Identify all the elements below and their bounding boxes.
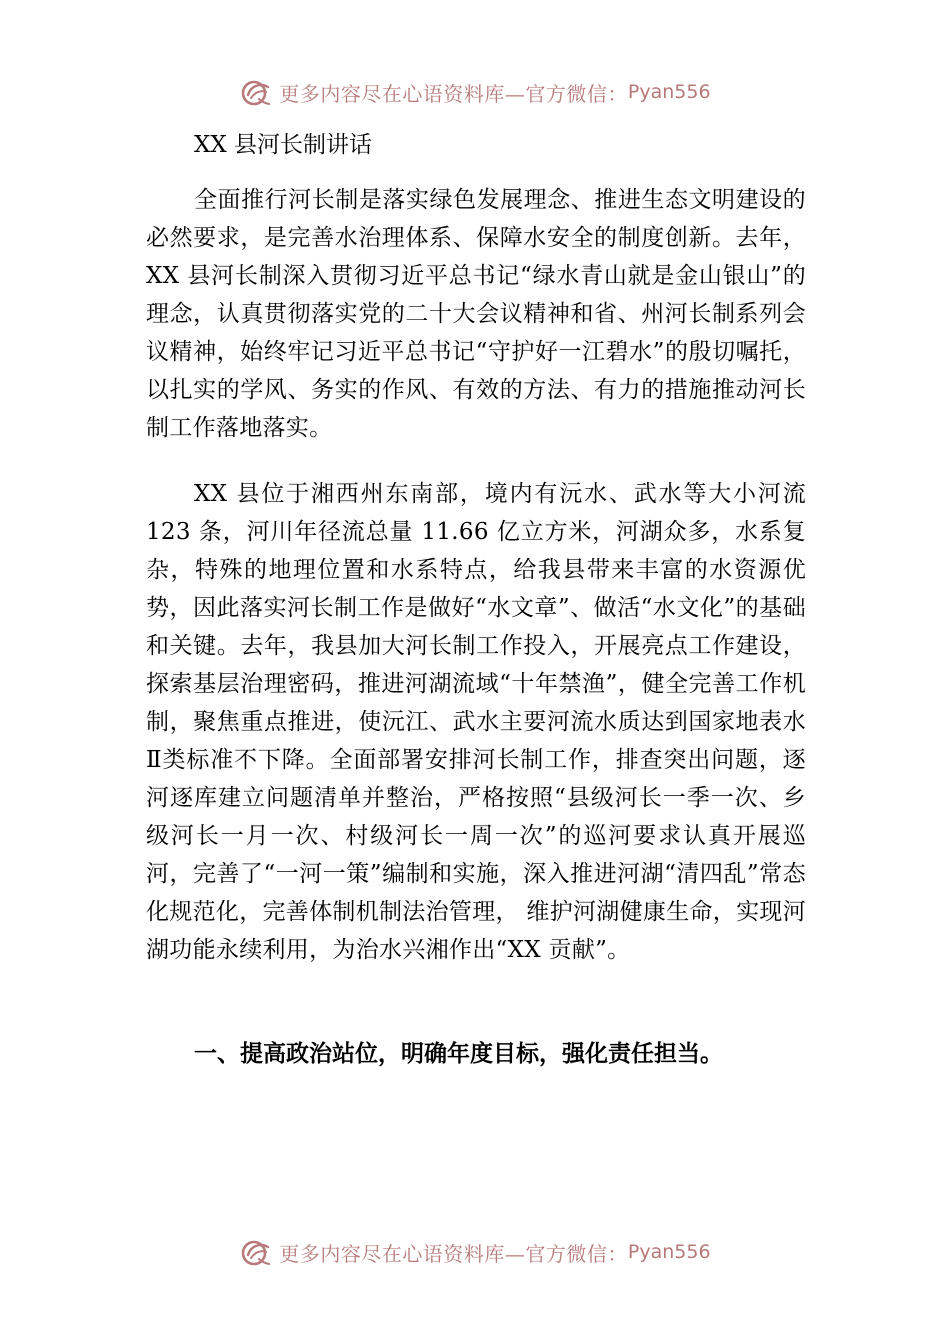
paragraph-county-overview: XX 县位于湘西州东南部，境内有沅水、武水等大小河流 123 条，河川年径流总量 11.66 亿立方米，河湖众多，水系复杂，特殊的地理位置和水系特点，给我县带来丰富的水资源优势，因此落实河长制工作是做好“水文章”、做活“水文化”的基础和关键。去年，我县加大河长制工作投入，开展亮点工作建设，探索基层治理密码，推进河湖流域“十年禁渔”，健全完善工作机制，聚焦重点推进，使沅江、武水主要河流水质达到国家地表水Ⅱ类标准不下降。全面部署安排河长制工作，排查突出问题，逐河逐库建立问题清单并整治，严格按照“县级河长一季一次、乡级河长一月一次、村级河长一周一次”的巡河要求认真开展巡河，完善了“一河一策”编制和实施，深入推进河湖“清四乱”常态化规范化，完善体制机制法治管理， 维护河湖健康生命，实现河湖功能永续利用，为治水兴湘作出“XX 贡献”。 <box>146 481 807 963</box>
swirl-logo-icon <box>239 75 273 109</box>
document-title: XX 县河长制讲话 <box>194 132 373 158</box>
watermark-text: 更多内容尽在心语资料库—官方微信： <box>279 1241 628 1266</box>
watermark-footer <box>0 1232 950 1272</box>
watermark-handle: Pyan556 <box>627 81 711 103</box>
section-heading: 一、提高政治站位，明确年度目标，强化责任担当。 <box>194 1041 723 1067</box>
swirl-logo-icon <box>239 1235 273 1269</box>
watermark-text: 更多内容尽在心语资料库—官方微信： <box>279 81 628 106</box>
watermark-handle: Pyan556 <box>627 1241 711 1263</box>
watermark-header <box>0 72 950 112</box>
paragraph-intro: 全面推行河长制是落实绿色发展理念、推进生态文明建设的必然要求，是完善水治理体系、保障水安全的制度创新。去年，XX 县河长制深入贯彻习近平总书记“绿水青山就是金山银山”的理念，认真贯彻落实党的二十大会议精神和省、州河长制系列会议精神，始终牢记习近平总书记“守护好一江碧水”的殷切嘱托，以扎实的学风、务实的作风、有效的方法、有力的措施推动河长制工作落地落实。 <box>146 187 806 441</box>
